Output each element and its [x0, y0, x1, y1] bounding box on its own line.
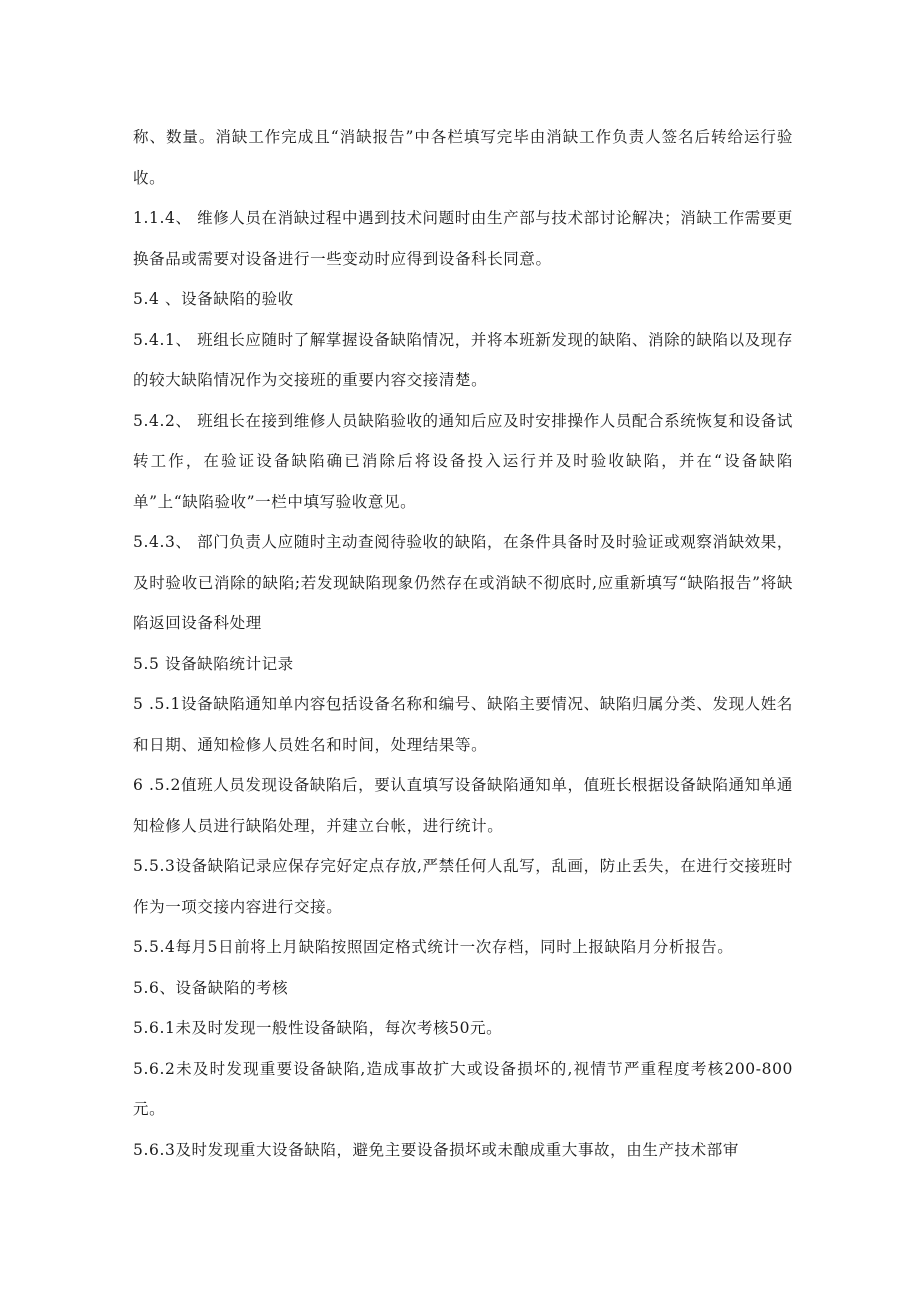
paragraph-5-4-1: 5.4.1、 班组长应随时了解掌握设备缺陷情况，并将本班新发现的缺陷、消除的缺陷以及现存的较大缺陷情况作为交接班的重要内容交接清楚。 [133, 330, 793, 389]
paragraph-5-6-3: 5.6.3及时发现重大设备缺陷，避免主要设备损坏或未酿成重大事故，由生产技术部审 [133, 1140, 739, 1159]
document-body [133, 117, 793, 1170]
paragraph-5-4-3: 5.4.3、 部门负责人应随时主动查阅待验收的缺陷，在条件具备时及时验证或观察消缺效果，及时验收已消除的缺陷;若发现缺陷现象仍然存在或消缺不彻底时,应重新填写“缺陷报告”将缺陷返回设备科处理 [133, 533, 793, 632]
paragraph-5-5-4: 5.5.4每月5日前将上月缺陷按照固定格式统计一次存档，同时上报缺陷月分析报告。 [133, 938, 734, 956]
paragraph-5-5-3: 5.5.3设备缺陷记录应保存完好定点存放,严禁任何人乱写，乱画，防止丢失，在进行交接班时作为一项交接内容进行交接。 [133, 857, 793, 916]
paragraph-1-1-4: 1.1.4、 维修人员在消缺过程中遇到技术问题时由生产部与技术部讨论解决；消缺工作需要更换备品或需要对设备进行一些变动时应得到设备科长同意。 [133, 209, 793, 268]
section-heading-5-5: 5.5 设备缺陷统计记录 [133, 654, 294, 673]
paragraph-5-4-2: 5.4.2、 班组长在接到维修人员缺陷验收的通知后应及时安排操作人员配合系统恢复和设备试转工作，在验证设备缺陷确已消除后将设备投入运行并及时验收缺陷，并在“设备缺陷单”上“缺陷验收”一栏中填写验收意见。 [133, 411, 793, 511]
paragraph-5-5-1: 5 .5.1设备缺陷通知单内容包括设备名称和编号、缺陷主要情况、缺陷归属分类、发现人姓名和日期、通知检修人员姓名和时间，处理结果等。 [133, 695, 793, 754]
paragraph-5-6-2: 5.6.2未及时发现重要设备缺陷,造成事故扩大或设备损坏的,视情节严重程度考核200-800元。 [133, 1059, 793, 1118]
paragraph-continuation: 称、数量。消缺工作完成且“消缺报告”中各栏填写完毕由消缺工作负责人签名后转给运行验收。 [133, 128, 793, 187]
section-heading-5-6: 5.6、设备缺陷的考核 [133, 978, 289, 997]
paragraph-5-5-2: 6 .5.2值班人员发现设备缺陷后，要认直填写设备缺陷通知单，值班长根据设备缺陷通知单通知检修人员进行缺陷处理，并建立台帐，进行统计。 [133, 776, 793, 835]
paragraph-5-6-1: 5.6.1未及时发现一般性设备缺陷，每次考核50元。 [133, 1019, 503, 1037]
section-heading-5-4: 5.4 、设备缺陷的验收 [133, 290, 294, 308]
